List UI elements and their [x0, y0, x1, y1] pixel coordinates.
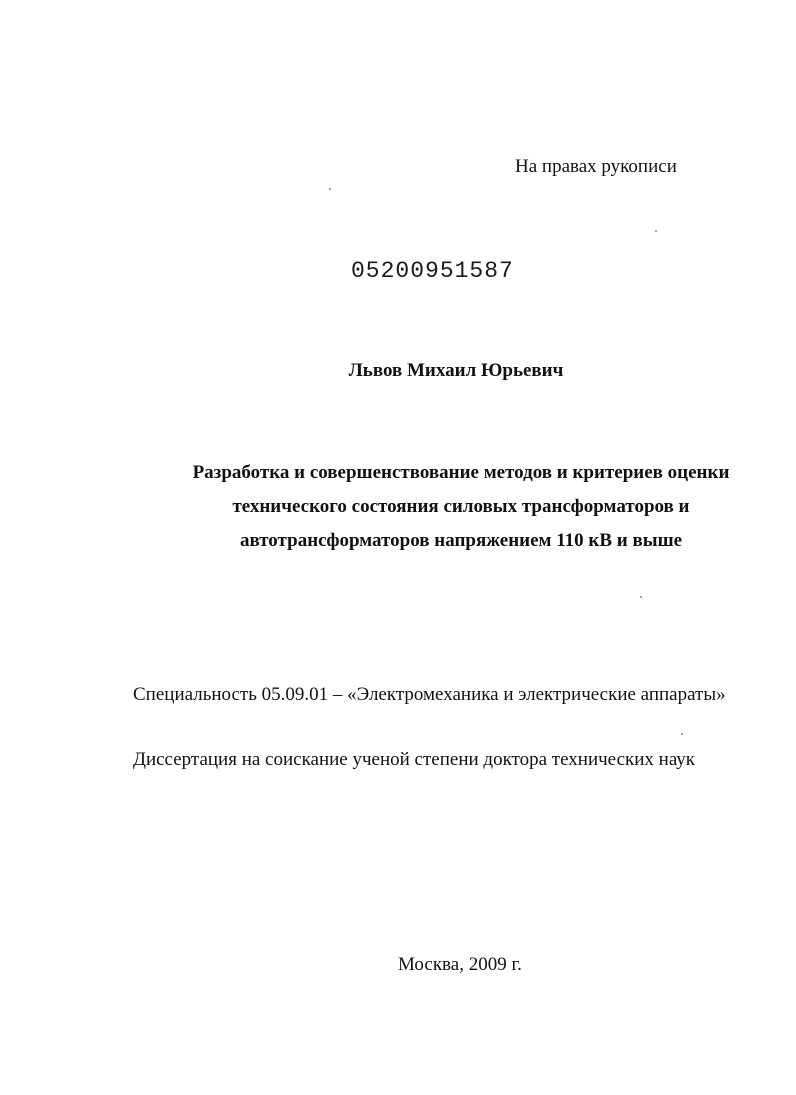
registration-number: 05200951587 [351, 258, 514, 284]
scan-speck [640, 596, 642, 598]
rights-notice: На правах рукописи [515, 156, 677, 177]
title-line: автотрансформаторов напряжением 110 кВ и выше [239, 530, 683, 551]
city-year: Москва, 2009 г. [398, 954, 522, 975]
title-line: технического состояния силовых трансформаторов и [232, 496, 690, 517]
scan-speck [681, 733, 683, 735]
dissertation-title [176, 456, 746, 558]
scan-speck [655, 230, 657, 232]
title-line: Разработка и совершенствование методов и критериев оценки [192, 462, 730, 483]
dissertation-line: Диссертация на соискание ученой степени доктора технических наук [133, 749, 696, 770]
author-name: Львов Михаил Юрьевич [348, 360, 564, 381]
scan-speck [329, 188, 331, 190]
specialty-line: Специальность 05.09.01 – «Электромеханика и электрические аппараты» [133, 684, 726, 705]
